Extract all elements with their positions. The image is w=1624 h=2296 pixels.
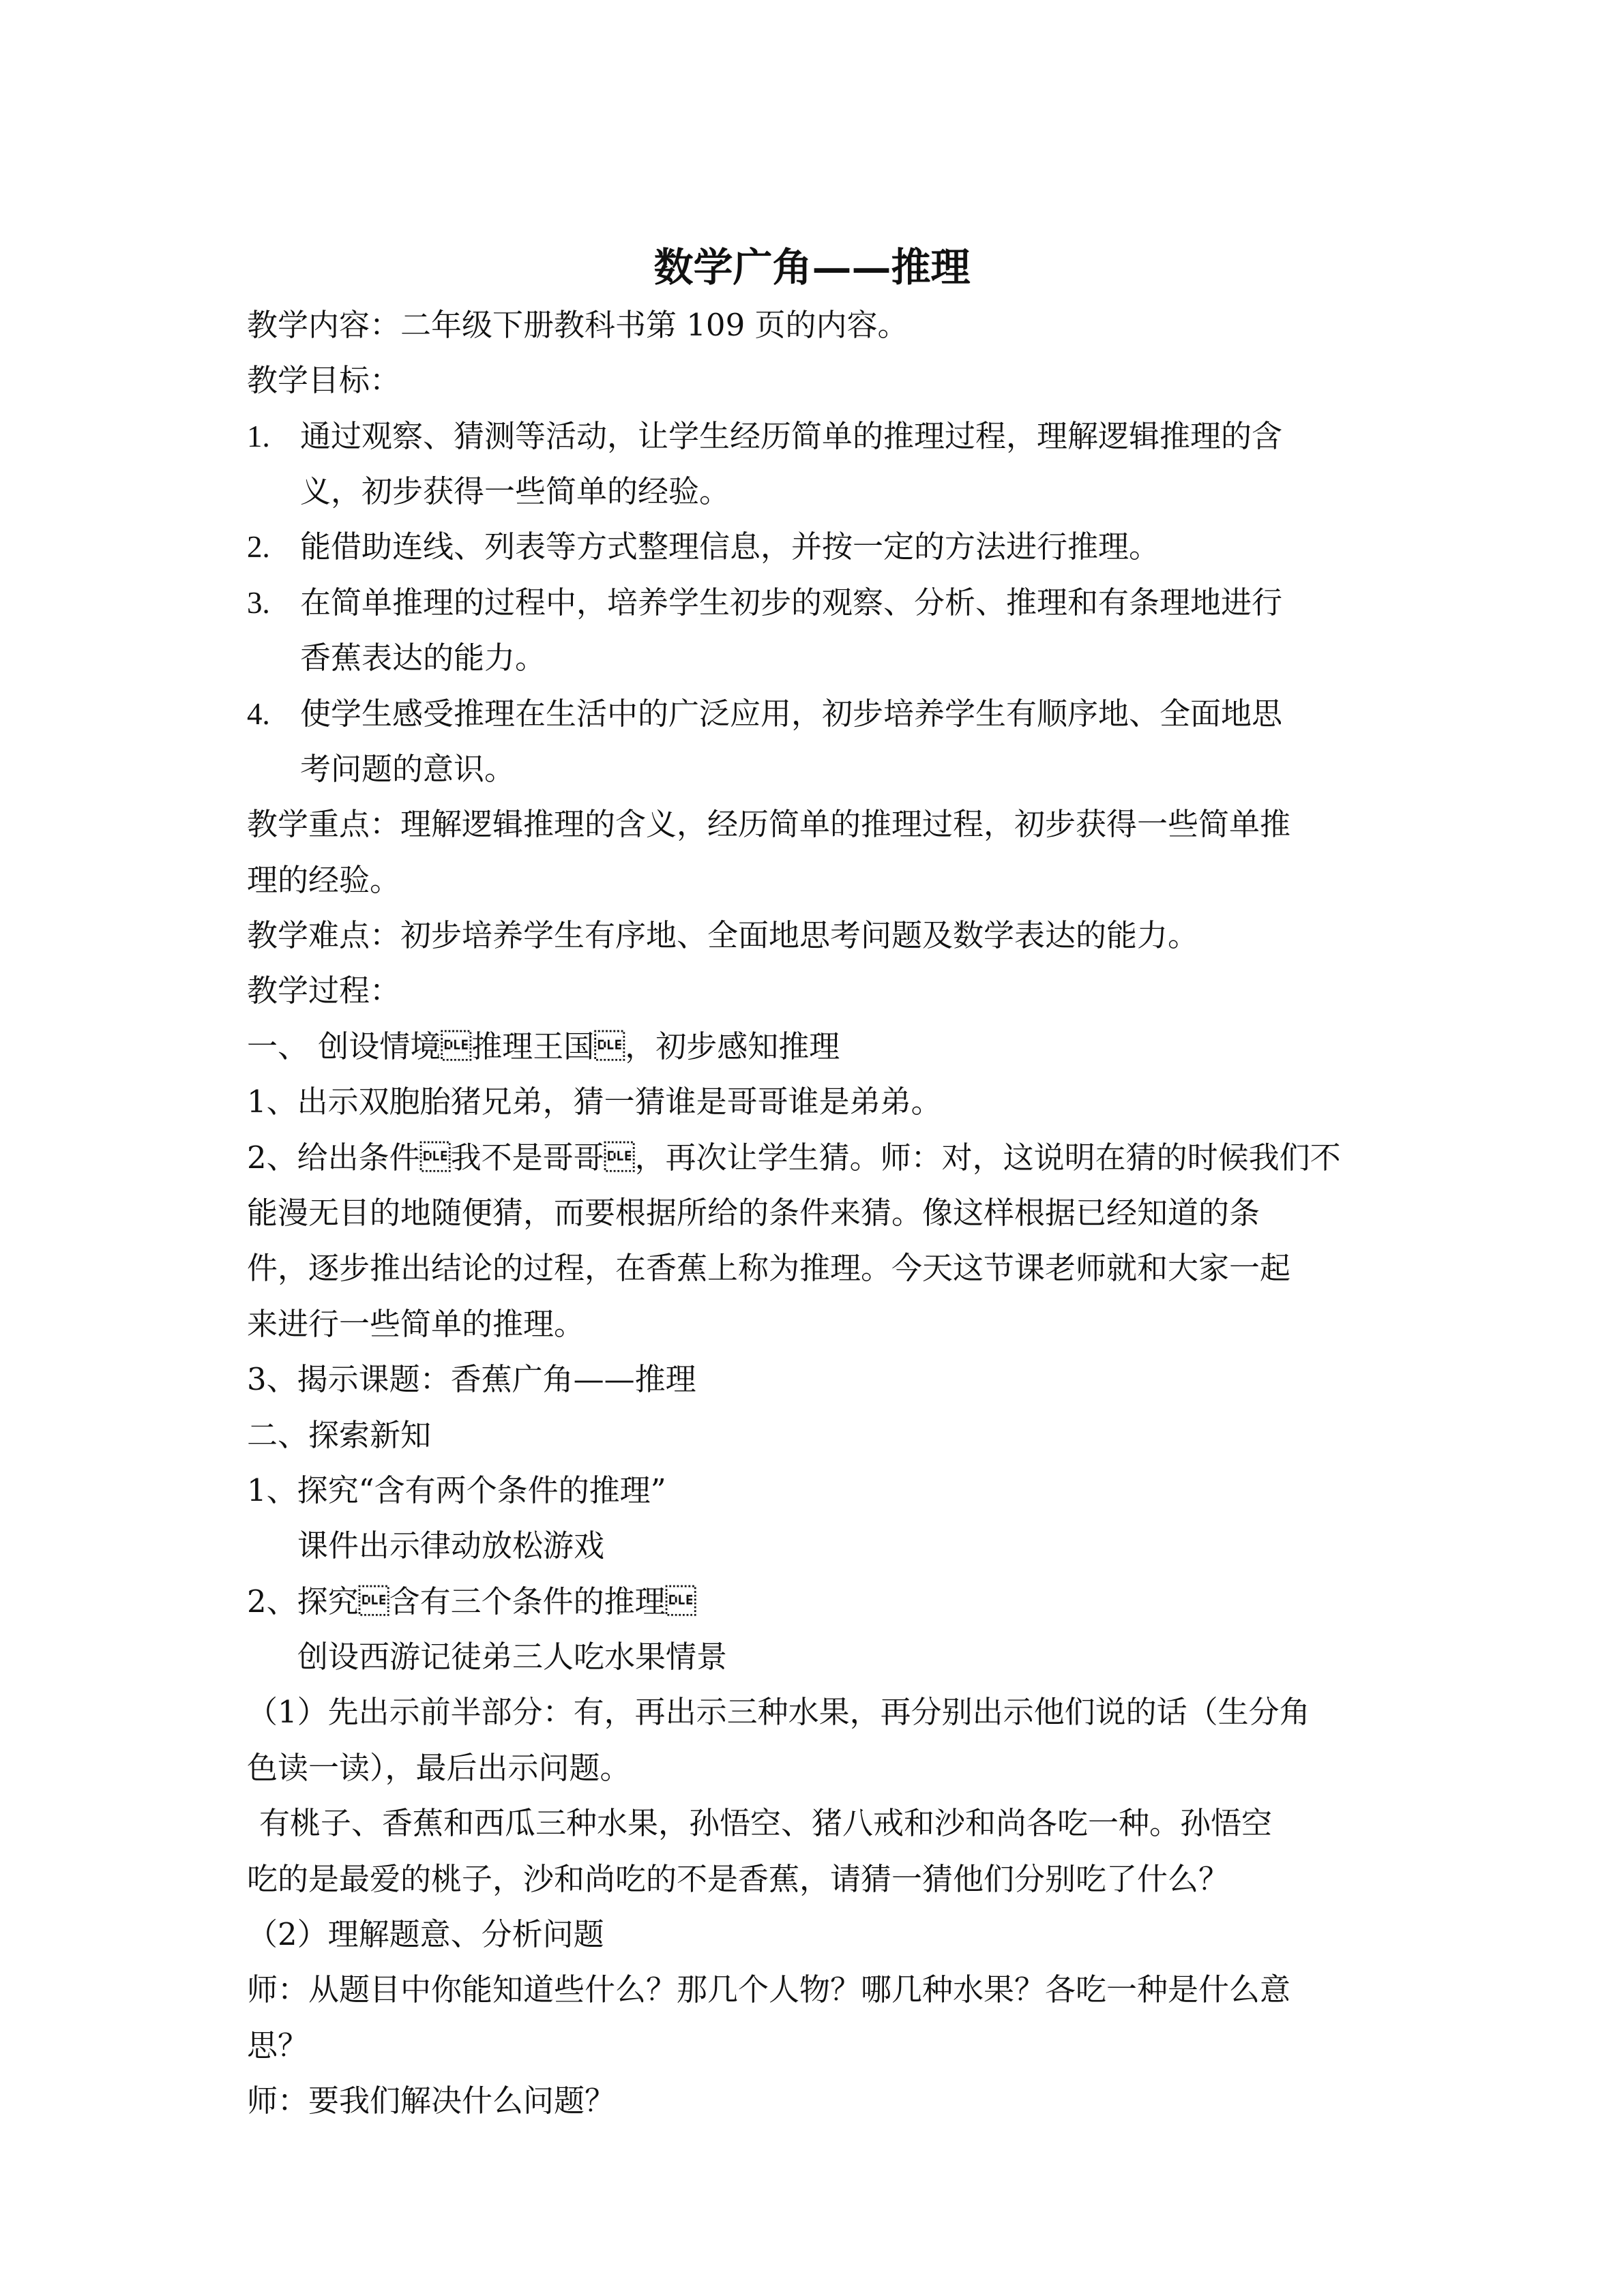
teacher-question-line-2: 师：要我们解决什么问题？ — [247, 2083, 616, 2119]
teaching-goals-heading: 教学目标： — [247, 362, 401, 398]
goal-text-2: 能借助连线、列表等方式整理信息，并按一定的方法进行推理。 — [300, 528, 1160, 565]
goal-item-1 — [247, 415, 1282, 458]
teacher-question-line: 师：从题目中你能知道些什么？那几个人物？哪几种水果？各吃一种是什么意 — [247, 1971, 1291, 2008]
sub-step-1-line-cont: 色读一读），最后出示问题。 — [247, 1750, 631, 1786]
explore-1-detail: 课件出示律动放松游戏 — [297, 1527, 605, 1564]
goal-text-3-cont: 香蕉表达的能力。 — [300, 640, 546, 676]
document-title: 数学广角——推理 — [653, 244, 971, 290]
explore-2-detail: 创设西游记徒弟三人吃水果情景 — [297, 1639, 728, 1675]
problem-text-line-cont: 吃的是最爱的桃子，沙和尚吃的不是香蕉，请猜一猜他们分别吃了什么？ — [247, 1861, 1230, 1897]
goal-number-2: 2. — [247, 530, 270, 564]
difficulty-line: 教学难点：初步培养学生有序地、全面地思考问题及数学表达的能力。 — [247, 917, 1199, 953]
explore-1-line: 1、探究“含有两个条件的推理” — [247, 1472, 666, 1508]
problem-text-line: 有桃子、香蕉和西瓜三种水果，孙悟空、猪八戒和沙和尚各吃一种。孙悟空 — [259, 1805, 1273, 1841]
step-2-line: 2、给出条件我不是哥哥，再次让学生猜。师：对，这说明在猜的时候我们不 — [247, 1139, 1341, 1176]
sub-step-1-line: （1）先出示前半部分：有，再出示三种水果，再分别出示他们说的话（生分角 — [247, 1694, 1310, 1730]
key-point-line-cont: 理的经验。 — [247, 862, 401, 898]
goal-number-3: 3. — [247, 586, 270, 620]
goal-text-4: 使学生感受推理在生活中的广泛应用，初步培养学生有顺序地、全面地思 — [300, 696, 1283, 732]
step-2-line-cont-3: 来进行一些简单的推理。 — [247, 1306, 585, 1342]
step-3-line: 3、揭示课题：香蕉广角——推理 — [247, 1361, 696, 1397]
step-2-line-cont-2: 件，逐步推出结论的过程，在香蕉上称为推理。今天这节课老师就和大家一起 — [247, 1250, 1291, 1286]
goal-item-4 — [247, 693, 1282, 735]
goal-text-1: 通过观察、猜测等活动，让学生经历简单的推理过程，理解逻辑推理的含 — [300, 418, 1283, 454]
explore-2-line: 2、探究含有三个条件的推理 — [247, 1583, 696, 1620]
teaching-content-line: 教学内容：二年级下册教科书第 109 页的内容。 — [247, 307, 909, 343]
goal-item-2 — [247, 526, 1160, 568]
goal-text-1-cont: 义，初步获得一些简单的经验。 — [300, 473, 730, 509]
step-1-line: 1、出示双胞胎猪兄弟，猜一猜谁是哥哥谁是弟弟。 — [247, 1084, 942, 1120]
goal-item-3 — [247, 582, 1282, 624]
key-point-line: 教学重点：理解逻辑推理的含义，经历简单的推理过程，初步获得一些简单推 — [247, 806, 1291, 842]
goal-number-4: 4. — [247, 697, 270, 731]
teacher-question-line-cont: 思？ — [247, 2027, 309, 2063]
sub-step-2-line: （2）理解题意、分析问题 — [247, 1916, 604, 1952]
goal-text-3: 在简单推理的过程中，培养学生初步的观察、分析、推理和有条理地进行 — [300, 584, 1283, 621]
goal-number-1: 1. — [247, 419, 270, 453]
process-heading: 教学过程： — [247, 972, 401, 1009]
section-two-heading: 二、探索新知 — [247, 1417, 432, 1453]
section-one-heading: 一、 创设情境推理王国，初步感知推理 — [247, 1028, 840, 1064]
step-2-line-cont-1: 能漫无目的地随便猜，而要根据所给的条件来猜。像这样根据已经知道的条 — [247, 1195, 1260, 1231]
goal-text-4-cont: 考问题的意识。 — [300, 751, 516, 787]
